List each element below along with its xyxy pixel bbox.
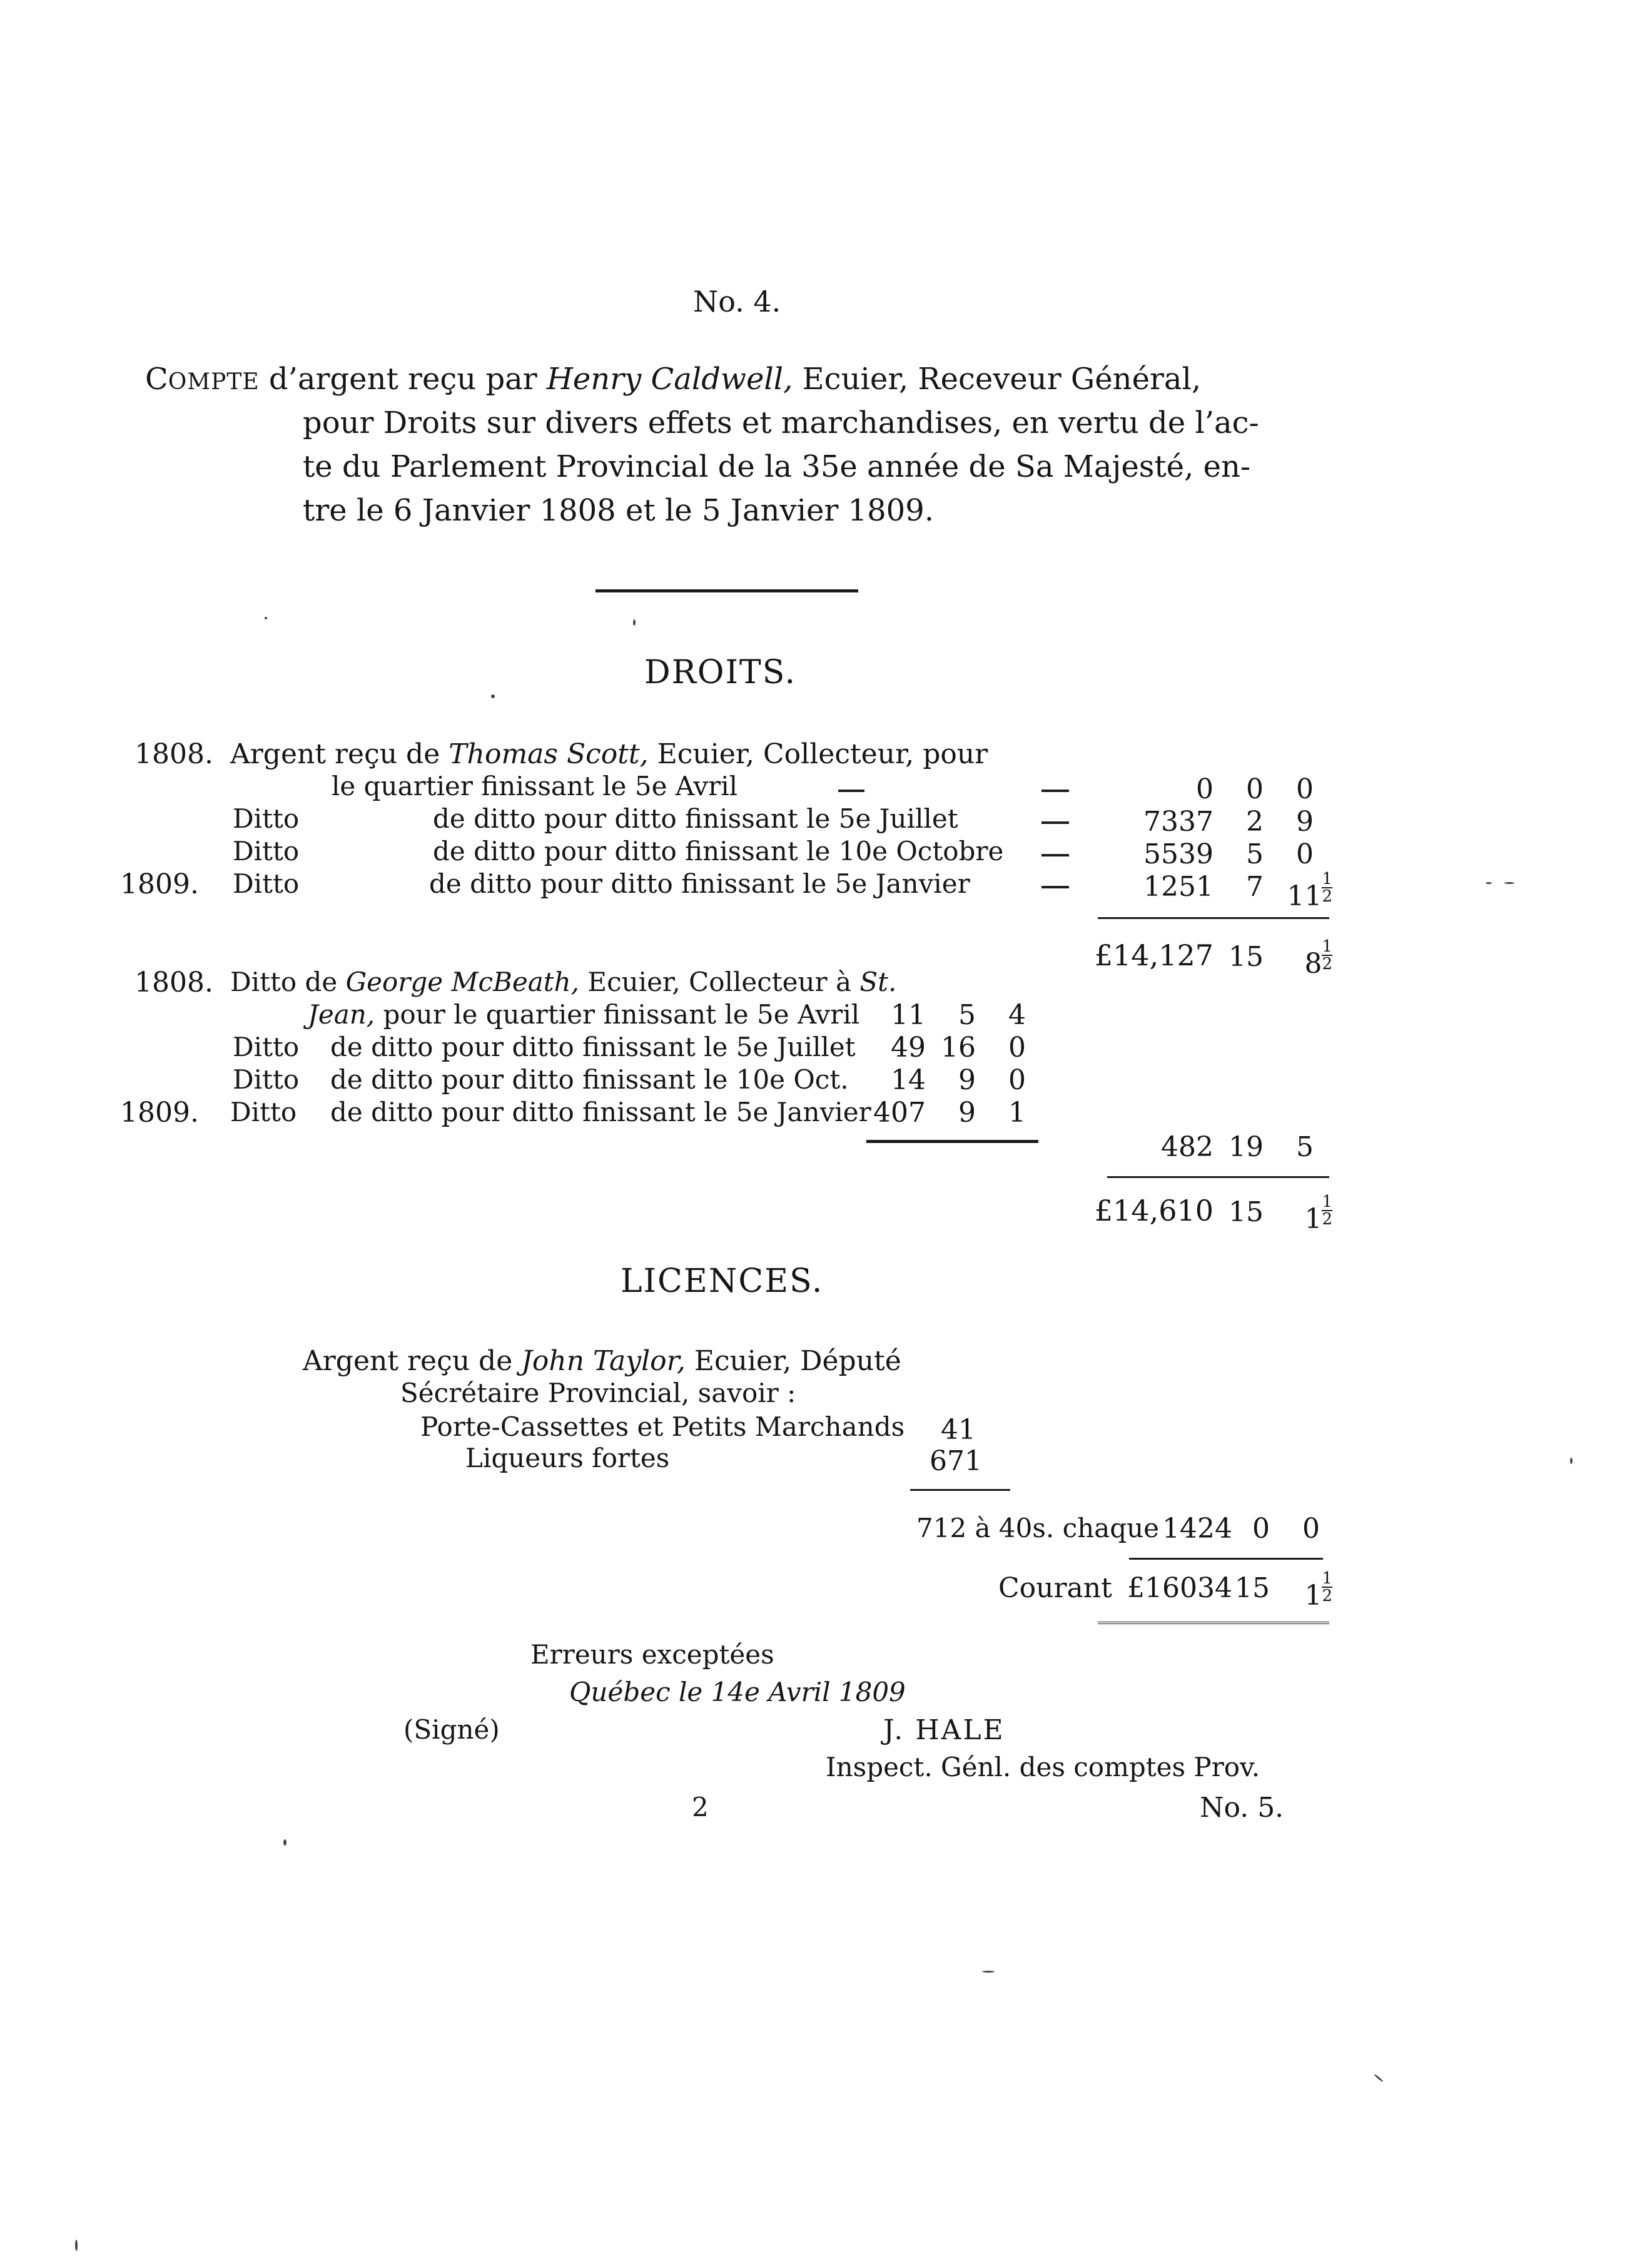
droits-total-pounds: £14,610 [1094,1194,1214,1227]
subtotal-shillings: 19 [1229,1131,1264,1163]
scott-row-3-label: Ditto [233,836,300,866]
mcbeath-row-2-label: Ditto [233,1032,300,1062]
pence-whole: 8 [1304,948,1322,980]
scott-year-1808: 1808. [134,738,213,770]
sum-rule [910,1489,1010,1491]
scott-row-2-desc: de ditto pour ditto finissant le 5e Juillet [433,803,958,834]
mcbeath-row-1-a: Ditto de [230,967,338,997]
scan-speck [1570,1458,1573,1464]
amount-pence: 4 [1008,999,1026,1031]
subtotal-pence: 5 [1296,1131,1314,1163]
pence-whole: 11 [1287,880,1322,912]
licence-item-2-value: 671 [930,1445,982,1477]
heading-line-1-a: d’argent reçu par [268,362,537,397]
amount-pounds: 49 [891,1032,926,1064]
pence-whole: 1 [1304,1203,1322,1235]
heading-line-4: tre le 6 Janvier 1808 et le 5 Janvier 1809. [303,493,935,528]
amount-pounds: 5539 [1143,838,1214,870]
droits-total-pence [1257,1194,1332,1235]
licences-calc-label: 712 à 40s. chaque [916,1513,1160,1543]
half-fraction: $\frac{1}{2}$ [1322,1192,1332,1229]
amount-pence: 0 [1296,773,1314,805]
final-double-rule [1098,1622,1329,1627]
droits-total-shillings: 15 [1229,1196,1264,1228]
sum-rule [866,1140,1038,1143]
scott-row-1-a: Argent reçu de [230,738,440,770]
place-st: St. [859,967,897,997]
deputy-name: John Taylor, [521,1345,686,1377]
sum-rule [1129,1558,1323,1560]
compte-initial: C [145,362,168,397]
scan-speck [633,619,636,626]
mcbeath-row-2-desc: de ditto pour ditto finissant le 5e Juillet [330,1032,856,1062]
scan-speck [1374,2074,1384,2083]
amount-pounds: 14 [891,1064,926,1096]
scott-row-2-label: Ditto [233,803,300,834]
licences-line-1-b: Ecuier, Député [694,1345,901,1377]
scott-row-3-desc: de ditto pour ditto finissant le 10e Octobre [433,836,1004,866]
signature-mark: 2 [692,1792,709,1822]
amount-shillings: 5 [1246,838,1264,870]
amount-pence: 0 [1008,1032,1026,1064]
pence-whole: 1 [1304,1580,1322,1612]
subtotal-shillings: 15 [1229,941,1264,973]
heading-line-1 [145,362,1201,397]
scott-year-1809: 1809. [120,868,199,900]
leader-dash [1041,886,1069,888]
scott-row-1-b: Ecuier, Collecteur, pour [657,738,988,770]
scan-speck [1486,882,1492,884]
mcbeath-row-1 [230,967,896,997]
amount-pounds: 11 [891,999,926,1031]
heading-line-1-b: Ecuier, Receveur Général, [802,362,1202,397]
amount-shillings: 9 [958,1064,976,1096]
amount-pence: 0 [1008,1064,1026,1096]
amount-shillings: 5 [958,999,976,1031]
leader-dash [1041,821,1069,824]
scan-speck [491,694,495,698]
subtotal-pounds: 482 [1161,1131,1214,1163]
mcbeath-row-3-label: Ditto [233,1064,300,1095]
half-fraction: $\frac{1}{2}$ [1322,937,1332,973]
courant-pounds: £16034 [1127,1572,1232,1604]
courant-pence [1264,1570,1332,1612]
mcbeath-row-1-b: Ecuier, Collecteur à [587,967,852,997]
amount-pence: 9 [1296,806,1314,838]
signatory-title: Inspect. Génl. des comptes Prov. [826,1752,1260,1782]
subtotal-pence [1257,938,1332,980]
scott-row-1-cont: le quartier finissant le 5e Avril [332,771,738,801]
collector-name-scott: Thomas Scott, [448,738,649,770]
document-number: No. 4. [693,285,781,318]
place-jean: Jean, [308,999,375,1030]
half-fraction: $\frac{1}{2}$ [1322,1569,1332,1605]
amount-shillings: 9 [958,1097,976,1129]
courant-label: Courant [998,1572,1112,1604]
signatory-name: J. HALE [883,1714,1005,1746]
droits-title: DROITS. [644,654,796,691]
leader-dash [1041,854,1069,856]
licences-amount-shillings: 0 [1252,1513,1270,1545]
errors-excepted: Erreurs exceptées [530,1639,774,1670]
amount-shillings: 2 [1246,806,1264,838]
amount-shillings: 7 [1246,871,1264,903]
compte-rest: OMPTE [168,369,260,395]
amount-pounds: 0 [1196,773,1214,805]
amount-pence [1257,871,1332,912]
licences-line-1-a: Argent reçu de [303,1345,513,1377]
mcbeath-row-4-desc: de ditto pour ditto finissant le 5e Janvier [330,1097,871,1127]
sum-rule [1098,917,1329,919]
heading-line-3: te du Parlement Provincial de la 35e année de Sa Majesté, en- [303,449,1251,484]
licences-amount-pounds: 1424 [1162,1513,1232,1545]
signed-label: (Signé) [403,1714,500,1745]
next-document-number: No. 5. [1200,1792,1284,1824]
amount-pounds: 1251 [1143,871,1214,903]
mcbeath-row-4-label: Ditto [230,1097,297,1127]
leader-dash [838,790,864,792]
half-fraction: $\frac{1}{2}$ [1322,870,1332,906]
courant-shillings: 15 [1235,1572,1270,1604]
amount-shillings: 0 [1246,773,1264,805]
heading-divider [595,589,858,592]
mcbeath-row-3-desc: de ditto pour ditto finissant le 10e Oct. [330,1064,849,1095]
licences-title: LICENCES. [621,1263,824,1300]
licence-item-2-label: Liqueurs fortes [465,1443,670,1473]
amount-pence: 0 [1296,838,1314,870]
mcbeath-year-1808: 1808. [134,967,213,998]
amount-pounds: 7337 [1143,806,1214,838]
mcbeath-row-1-cont-text: pour le quartier finissant le 5e Avril [383,999,860,1030]
scott-row-1 [230,738,988,770]
scan-speck [283,1839,286,1846]
collector-name-mcbeath: George McBeath, [345,967,580,997]
scan-speck [75,2240,78,2251]
licences-amount-pence: 0 [1302,1513,1320,1545]
place-and-date: Québec le 14e Avril 1809 [569,1677,906,1707]
leader-dash [1041,790,1069,792]
amount-pence: 1 [1008,1097,1026,1129]
licence-item-1-label: Porte-Cassettes et Petits Marchands [420,1411,905,1442]
receiver-name: Henry Caldwell, [547,362,793,397]
licences-line-2: Sécrétaire Provincial, savoir : [400,1378,796,1408]
mcbeath-row-1-cont [308,999,859,1030]
licences-line-1 [303,1345,901,1377]
scan-speck [1504,882,1514,884]
licence-item-1-value: 41 [941,1414,976,1446]
heading-line-2: pour Droits sur divers effets et marchandises, en vertu de l’ac- [303,405,1259,440]
sum-rule [1107,1176,1329,1178]
scan-speck [265,617,267,619]
subtotal-pounds: £14,127 [1094,938,1214,972]
scan-speck [982,1971,995,1973]
scott-row-4-desc: de ditto pour ditto finissant le 5e Janvier [429,868,970,899]
mcbeath-year-1809: 1809. [120,1097,199,1129]
amount-pounds: 407 [873,1097,926,1129]
scott-row-4-label: Ditto [233,868,300,899]
amount-shillings: 16 [941,1032,976,1064]
